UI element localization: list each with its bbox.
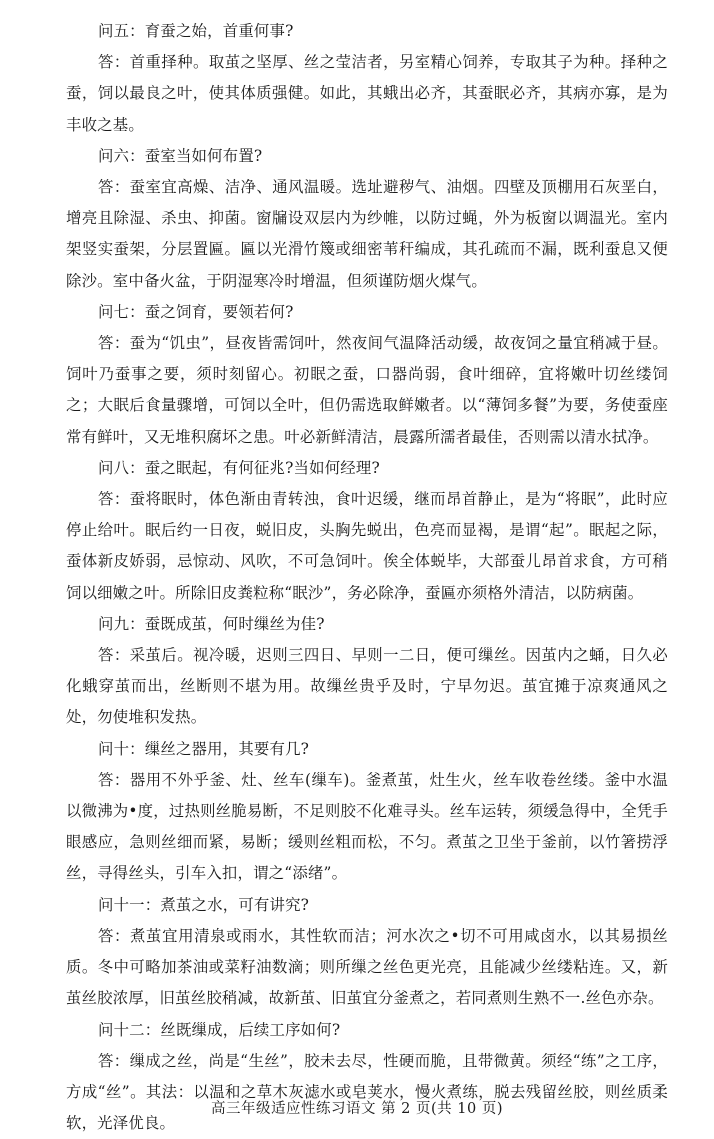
page-footer: 高三年级适应性练习语文 第 2 页(共 10 页) — [210, 1101, 504, 1117]
answer-11: 答：煮茧宜用清泉或雨水，其性软而洁；河水次之•切不可用咸卤水，以其易损丝质。冬中可略加茶油或菜籽油数滴；则所缫之丝色更光亮，且能减少丝缕粘连。又，新茧丝胶浓厚，旧茧丝胶稍减，故新茧、旧茧宜分釜煮之，若同煮则生熟不一.丝色亦杂。 — [66, 926, 668, 1008]
question-8: 问八：蚕之眠起，有何征兆?当如何经理? — [98, 458, 380, 477]
question-6: 问六：蚕室当如何布置? — [98, 146, 263, 165]
question-10: 问十：缫丝之器用，其要有几? — [98, 739, 310, 758]
question-7: 问七：蚕之饲育，要领若何? — [98, 302, 294, 321]
answer-8: 答：蚕将眠时，体色渐由青转浊，食叶迟缓，继而昂首静止，是为“将眠”，此时应停止给叶。眠后约一日夜，蜕旧皮，头胸先蜕出，色亮而显褐，是谓“起”。眠起之际，蚕体新皮娇弱，忌惊动、风吹，不可急饲叶。俟全体蜕毕，大部蚕儿昂首求食，方可稍饲以细嫩之叶。所除旧皮粪粒称“眠沙”，务必除净，蚕匾亦须格外清洁，以防病菌。 — [66, 490, 668, 602]
answer-7: 答：蚕为“饥虫”，昼夜皆需饲叶，然夜间气温降活动缓，故夜饲之量宜稍减于昼。饲叶乃蚕事之要，须时刻留心。初眠之蚕，口器尚弱，食叶细碎，宜将嫩叶切丝缕饲之；大眠后食量骤增，可饲以全叶，但仍需选取鲜嫩者。以“薄饲多餐”为要，务使蚕座常有鲜叶，又无堆积腐坏之患。叶必新鲜清洁，晨露所濡者最佳，否则需以清水拭净。 — [66, 334, 668, 446]
question-11: 问十一：煮茧之水，可有讲究? — [98, 895, 310, 914]
answer-10: 答：器用不外乎釜、灶、丝车(缫车)。釜煮茧，灶生火，丝车收卷丝缕。釜中水温以微沸为•度，过热则丝脆易断，不足则胶不化难寻头。丝车运转，须缓急得中，全凭手眼感应，急则丝细而紧，易断；缓则丝粗而松，不匀。煮茧之卫坐于釜前，以竹箸捞浮丝，寻得丝头，引车入扣，谓之“添绪”。 — [66, 770, 668, 883]
answer-5: 答：首重择种。取茧之坚厚、丝之莹洁者，另室精心饲养，专取其子为种。择种之蚕，饲以最良之叶，使其体质强健。如此，其蛾出必齐，其蚕眠必齐，其病亦寡，是为丰收之基。 — [66, 53, 668, 134]
document-body — [66, 16, 668, 1139]
question-12: 问十二：丝既缫成，后续工序如何? — [98, 1020, 341, 1039]
question-9: 问九：蚕既成茧，何时缫丝为佳? — [98, 614, 325, 633]
answer-6: 答：蚕室宜高燥、洁净、通风温暖。选址避秽气、油烟。四壁及顶棚用石灰垩白，增亮且除湿、杀虫、抑菌。窗牖设双层内为纱帷，以防过蝇，外为板窗以调温光。室内架竖实蚕架，分层置匾。匾以光滑竹篾或细密苇秆编成，其孔疏而不漏，既利蚕息又便除沙。室中备火盆，于阴湿寒冷时增温，但须谨防烟火煤气。 — [66, 178, 668, 290]
answer-9: 答：采茧后。视冷暖，迟则三四日、早则一二日，便可缫丝。因茧内之蛹，日久必化蛾穿茧而出，丝断则不堪为用。故缫丝贵乎及时，宁早勿迟。茧宜摊于凉爽通风之处，勿使堆积发热。 — [66, 646, 668, 727]
answer-12: 答：缫成之丝，尚是“生丝”，胶未去尽，性硬而脆，且带微黄。须经“练”之工序，方成“丝”。其法：以温和之草木灰滤水或皂荚水，慢火煮练，脱去残留丝胶，则丝质柔软，光泽优良。 — [66, 1051, 668, 1133]
question-5: 问五：育蚕之始，首重何事? — [98, 22, 294, 40]
